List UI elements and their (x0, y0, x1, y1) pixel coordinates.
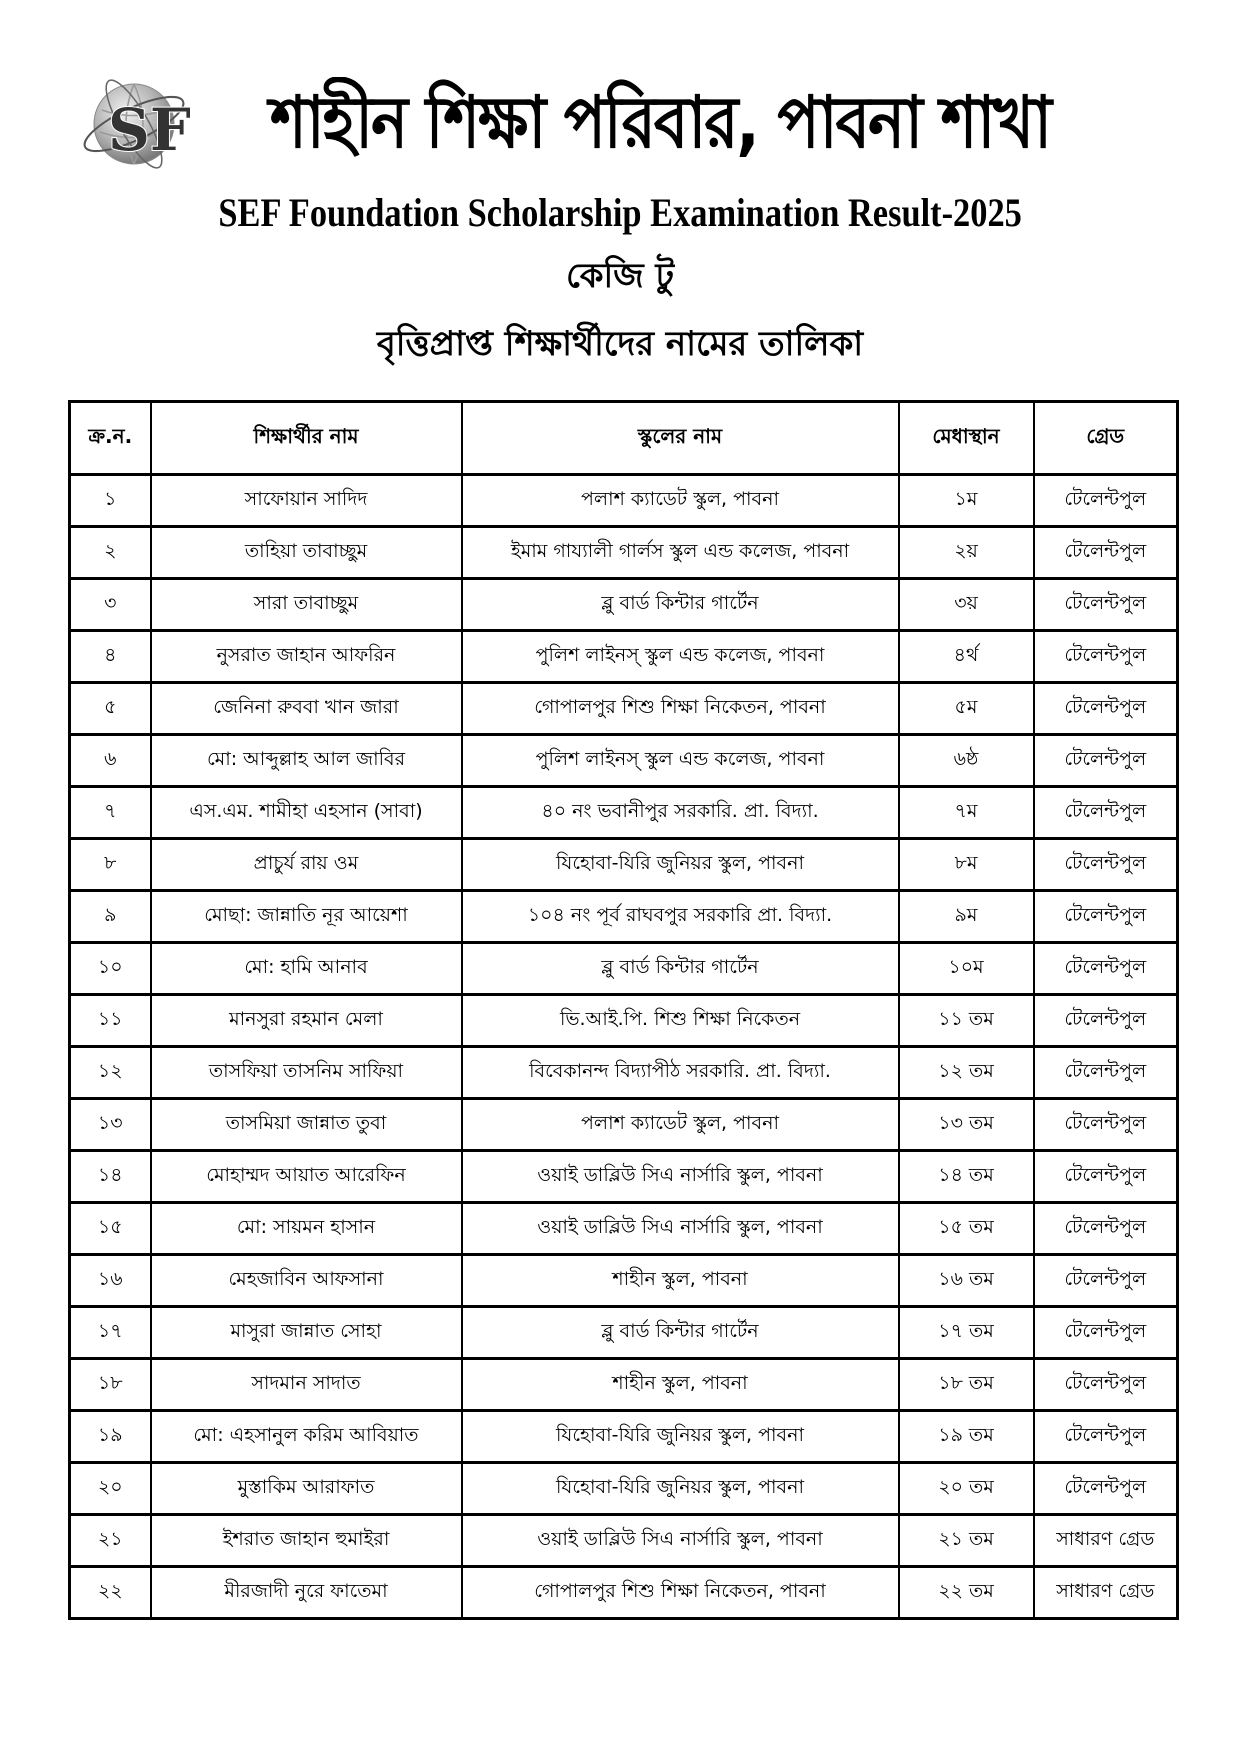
school-name-cell: ১০৪ নং পূর্ব রাঘবপুর সরকারি প্রা. বিদ্যা. (462, 891, 899, 943)
logo-text: SF (108, 96, 190, 164)
student-name-cell: তাসফিয়া তাসনিম সাফিয়া (151, 1047, 462, 1099)
table-row (70, 1515, 1178, 1567)
merit-position-cell: ৫ম (899, 683, 1034, 735)
table-row (70, 1203, 1178, 1255)
table-row (70, 1307, 1178, 1359)
student-name-cell: মাসুরা জান্নাত সোহা (151, 1307, 462, 1359)
grade-cell: টেলেন্টপুল (1034, 1151, 1178, 1203)
merit-position-cell: ১০ম (899, 943, 1034, 995)
list-title: বৃত্তিপ্রাপ্ত শিক্ষার্থীদের নামের তালিকা (376, 324, 864, 364)
school-name-cell: যিহোবা-যিরি জুনিয়র স্কুল, পাবনা (462, 839, 899, 891)
serial-cell: ৫ (70, 683, 151, 735)
table-row (70, 735, 1178, 787)
serial-cell: ২১ (70, 1515, 151, 1567)
school-name-cell: ব্লু বার্ড কিন্টার গার্টেন (462, 579, 899, 631)
student-name-cell: তাসমিয়া জান্নাত তুবা (151, 1099, 462, 1151)
merit-position-cell: ৮ম (899, 839, 1034, 891)
grade-cell: টেলেন্টপুল (1034, 1411, 1178, 1463)
serial-cell: ৩ (70, 579, 151, 631)
serial-cell: ১৭ (70, 1307, 151, 1359)
sef-logo-icon (78, 70, 190, 172)
student-name-cell: ইশরাত জাহান হুমাইরা (151, 1515, 462, 1567)
class-title: কেজি টু (565, 256, 675, 296)
column-header-student-name: শিক্ষার্থীর নাম (151, 402, 462, 475)
student-name-cell: মেহজাবিন আফসানা (151, 1255, 462, 1307)
student-name-cell: মুস্তাকিম আরাফাত (151, 1463, 462, 1515)
grade-cell: টেলেন্টপুল (1034, 943, 1178, 995)
table-row (70, 475, 1178, 527)
table-row (70, 631, 1178, 683)
grade-cell: টেলেন্টপুল (1034, 683, 1178, 735)
grade-cell: টেলেন্টপুল (1034, 1047, 1178, 1099)
merit-position-cell: ১৩ তম (899, 1099, 1034, 1151)
serial-cell: ৯ (70, 891, 151, 943)
student-name-cell: জেনিনা রুববা খান জারা (151, 683, 462, 735)
student-name-cell: প্রাচুর্য রায় ওম (151, 839, 462, 891)
merit-position-cell: ৭ম (899, 787, 1034, 839)
column-header-grade: গ্রেড (1034, 402, 1178, 475)
serial-cell: ২ (70, 527, 151, 579)
merit-position-cell: ৩য় (899, 579, 1034, 631)
grade-cell: টেলেন্টপুল (1034, 631, 1178, 683)
merit-position-cell: ১ম (899, 475, 1034, 527)
school-name-cell: ৪০ নং ভবানীপুর সরকারি. প্রা. বিদ্যা. (462, 787, 899, 839)
grade-cell: সাধারণ গ্রেড (1034, 1515, 1178, 1567)
grade-cell: টেলেন্টপুল (1034, 995, 1178, 1047)
table-row (70, 1099, 1178, 1151)
serial-cell: ১ (70, 475, 151, 527)
merit-position-cell: ১৭ তম (899, 1307, 1034, 1359)
table-row (70, 1255, 1178, 1307)
merit-position-cell: ১৪ তম (899, 1151, 1034, 1203)
student-name-cell: এস.এম. শামীহা এহসান (সাবা) (151, 787, 462, 839)
student-name-cell: মো: সায়মন হাসান (151, 1203, 462, 1255)
school-name-cell: শাহীন স্কুল, পাবনা (462, 1255, 899, 1307)
merit-position-cell: ১৫ তম (899, 1203, 1034, 1255)
school-name-cell: যিহোবা-যিরি জুনিয়র স্কুল, পাবনা (462, 1411, 899, 1463)
table-header-row (70, 402, 1178, 475)
grade-cell: টেলেন্টপুল (1034, 527, 1178, 579)
merit-position-cell: ১২ তম (899, 1047, 1034, 1099)
school-name-cell: গোপালপুর শিশু শিক্ষা নিকেতন, পাবনা (462, 1567, 899, 1619)
table-row (70, 527, 1178, 579)
merit-position-cell: ২১ তম (899, 1515, 1034, 1567)
serial-cell: ২০ (70, 1463, 151, 1515)
exam-title-text: SEF Foundation Scholarship Examination Result-2025 (218, 190, 1022, 235)
merit-position-cell: ২২ তম (899, 1567, 1034, 1619)
student-name-cell: তাহিয়া তাবাচ্ছুম (151, 527, 462, 579)
serial-cell: ১৫ (70, 1203, 151, 1255)
school-name-cell: পুলিশ লাইনস্ স্কুল এন্ড কলেজ, পাবনা (462, 631, 899, 683)
student-name-cell: সাদমান সাদাত (151, 1359, 462, 1411)
student-name-cell: সাফোয়ান সাদিদ (151, 475, 462, 527)
serial-cell: ১৬ (70, 1255, 151, 1307)
serial-cell: ১০ (70, 943, 151, 995)
student-name-cell: নুসরাত জাহান আফরিন (151, 631, 462, 683)
serial-cell: ২২ (70, 1567, 151, 1619)
grade-cell: টেলেন্টপুল (1034, 1359, 1178, 1411)
merit-position-cell: ১১ তম (899, 995, 1034, 1047)
student-name-cell: মোহাম্মদ আয়াত আরেফিন (151, 1151, 462, 1203)
grade-cell: টেলেন্টপুল (1034, 579, 1178, 631)
table-row (70, 683, 1178, 735)
grade-cell: টেলেন্টপুল (1034, 891, 1178, 943)
student-name-cell: মো: এহসানুল করিম আবিয়াত (151, 1411, 462, 1463)
student-name-cell: মীরজাদী নুরে ফাতেমা (151, 1567, 462, 1619)
table-row (70, 995, 1178, 1047)
merit-position-cell: ১৯ তম (899, 1411, 1034, 1463)
table-row (70, 943, 1178, 995)
school-name-cell: ইমাম গায্যালী গার্লস স্কুল এন্ড কলেজ, পাবনা (462, 527, 899, 579)
serial-cell: ৬ (70, 735, 151, 787)
column-header-merit-position: মেধাস্থান (899, 402, 1034, 475)
table-row (70, 787, 1178, 839)
student-name-cell: মানসুরা রহমান মেলা (151, 995, 462, 1047)
exam-title (0, 186, 1240, 240)
serial-cell: ৪ (70, 631, 151, 683)
school-name-cell: ব্লু বার্ড কিন্টার গার্টেন (462, 1307, 899, 1359)
school-name-cell: ওয়াই ডাব্লিউ সিএ নার্সারি স্কুল, পাবনা (462, 1151, 899, 1203)
table-row (70, 1359, 1178, 1411)
grade-cell: টেলেন্টপুল (1034, 1255, 1178, 1307)
merit-position-cell: ১৬ তম (899, 1255, 1034, 1307)
column-header-serial: ক্র.ন. (70, 402, 151, 475)
serial-cell: ৮ (70, 839, 151, 891)
table-row (70, 1047, 1178, 1099)
grade-cell: টেলেন্টপুল (1034, 839, 1178, 891)
grade-cell: টেলেন্টপুল (1034, 1463, 1178, 1515)
grade-cell: সাধারণ গ্রেড (1034, 1567, 1178, 1619)
merit-position-cell: ১৮ তম (899, 1359, 1034, 1411)
table-row (70, 891, 1178, 943)
school-name-cell: ভি.আই.পি. শিশু শিক্ষা নিকেতন (462, 995, 899, 1047)
merit-position-cell: ২০ তম (899, 1463, 1034, 1515)
school-name-cell: যিহোবা-যিরি জুনিয়র স্কুল, পাবনা (462, 1463, 899, 1515)
student-name-cell: সারা তাবাচ্ছুম (151, 579, 462, 631)
serial-cell: ১১ (70, 995, 151, 1047)
serial-cell: ১২ (70, 1047, 151, 1099)
merit-position-cell: ৯ম (899, 891, 1034, 943)
student-name-cell: মো: আব্দুল্লাহ আল জাবির (151, 735, 462, 787)
school-name-cell: গোপালপুর শিশু শিক্ষা নিকেতন, পাবনা (462, 683, 899, 735)
school-name-cell: ওয়াই ডাব্লিউ সিএ নার্সারি স্কুল, পাবনা (462, 1203, 899, 1255)
serial-cell: ১৩ (70, 1099, 151, 1151)
merit-position-cell: ৬ষ্ঠ (899, 735, 1034, 787)
table-row (70, 1411, 1178, 1463)
serial-cell: ১৪ (70, 1151, 151, 1203)
grade-cell: টেলেন্টপুল (1034, 1307, 1178, 1359)
table-row (70, 1567, 1178, 1619)
serial-cell: ৭ (70, 787, 151, 839)
school-name-cell: বিবেকানন্দ বিদ্যাপীঠ সরকারি. প্রা. বিদ্যা. (462, 1047, 899, 1099)
school-name-cell: পুলিশ লাইনস্ স্কুল এন্ড কলেজ, পাবনা (462, 735, 899, 787)
student-name-cell: মো: হামি আনাব (151, 943, 462, 995)
table-row (70, 1151, 1178, 1203)
organization-title: শাহীন শিক্ষা পরিবার, পাবনা শাখা (270, 80, 1050, 165)
serial-cell: ১৯ (70, 1411, 151, 1463)
student-name-cell: মোছা: জান্নাতি নূর আয়েশা (151, 891, 462, 943)
table-row (70, 579, 1178, 631)
grade-cell: টেলেন্টপুল (1034, 475, 1178, 527)
school-name-cell: পলাশ ক্যাডেট স্কুল, পাবনা (462, 1099, 899, 1151)
grade-cell: টেলেন্টপুল (1034, 735, 1178, 787)
table-row (70, 839, 1178, 891)
serial-cell: ১৮ (70, 1359, 151, 1411)
table-row (70, 1463, 1178, 1515)
school-name-cell: ওয়াই ডাব্লিউ সিএ নার্সারি স্কুল, পাবনা (462, 1515, 899, 1567)
school-name-cell: ব্লু বার্ড কিন্টার গার্টেন (462, 943, 899, 995)
merit-position-cell: ৪র্থ (899, 631, 1034, 683)
grade-cell: টেলেন্টপুল (1034, 1203, 1178, 1255)
column-header-school-name: স্কুলের নাম (462, 402, 899, 475)
grade-cell: টেলেন্টপুল (1034, 1099, 1178, 1151)
results-table (68, 400, 1179, 1620)
merit-position-cell: ২য় (899, 527, 1034, 579)
school-name-cell: শাহীন স্কুল, পাবনা (462, 1359, 899, 1411)
school-name-cell: পলাশ ক্যাডেট স্কুল, পাবনা (462, 475, 899, 527)
grade-cell: টেলেন্টপুল (1034, 787, 1178, 839)
